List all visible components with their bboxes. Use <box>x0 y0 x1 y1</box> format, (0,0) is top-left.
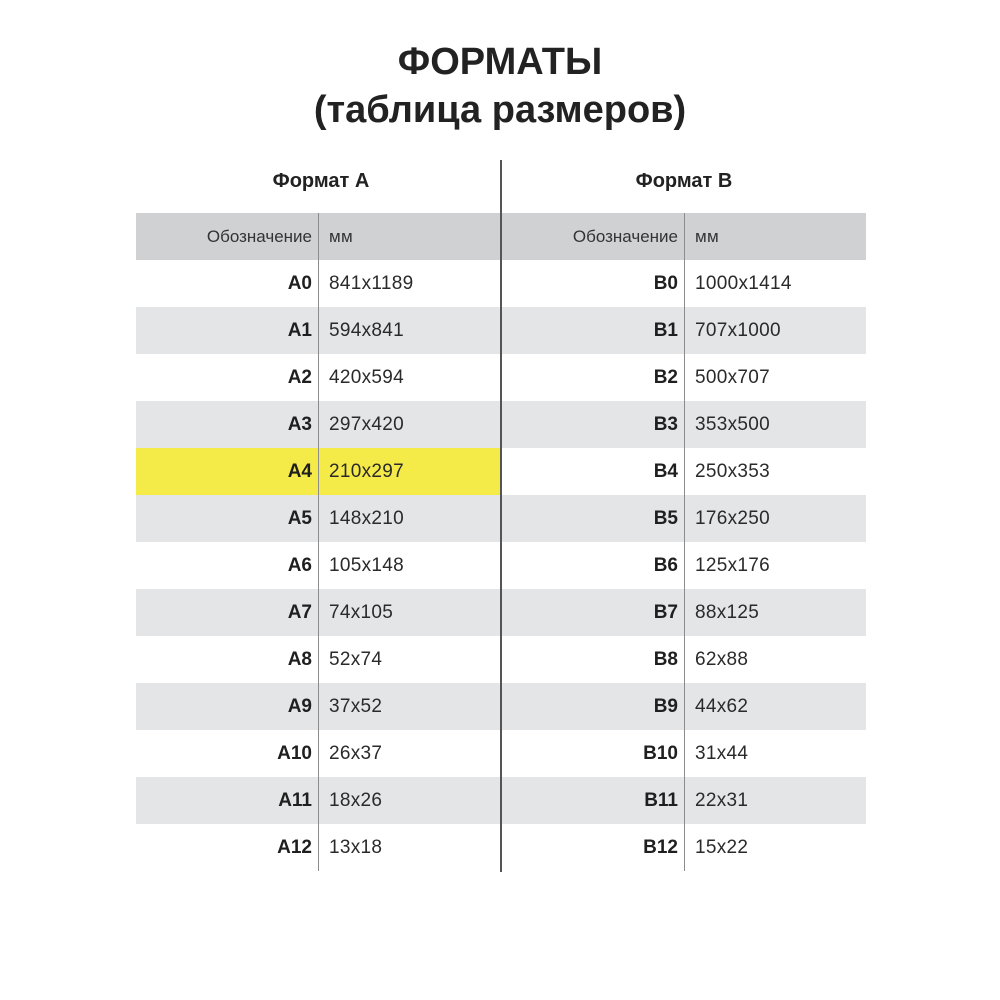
table-row <box>136 636 500 683</box>
format-code: B12 <box>643 837 678 858</box>
format-code: B0 <box>653 273 678 294</box>
cell-separator <box>684 730 685 777</box>
table-row <box>136 777 500 824</box>
format-code: A4 <box>287 461 312 482</box>
format-code: B7 <box>653 602 678 623</box>
format-size-mm: 297x420 <box>329 414 405 435</box>
table-row <box>502 683 866 730</box>
format-code: B9 <box>653 696 678 717</box>
table-row <box>136 354 500 401</box>
table-row <box>502 448 866 495</box>
table-header-row <box>502 213 866 260</box>
cell-separator <box>684 401 685 448</box>
format-size-mm: 210x297 <box>329 461 405 482</box>
cell-separator <box>684 542 685 589</box>
format-a-title: Формат A <box>272 170 370 192</box>
format-size-mm: 37x52 <box>329 696 383 717</box>
table-row <box>136 683 500 730</box>
table-row <box>502 589 866 636</box>
table-row <box>502 401 866 448</box>
format-size-mm: 31x44 <box>695 743 749 764</box>
format-code: B4 <box>653 461 678 482</box>
format-size-mm: 148x210 <box>329 508 405 529</box>
cell-separator <box>318 589 319 636</box>
format-code: A10 <box>277 743 312 764</box>
format-code: A1 <box>287 320 312 341</box>
format-size-mm: 594x841 <box>329 320 405 341</box>
cell-separator <box>318 636 319 683</box>
format-code: A2 <box>287 367 312 388</box>
format-b-title: Формат B <box>635 170 733 192</box>
format-code: B3 <box>653 414 678 435</box>
format-code: B5 <box>653 508 678 529</box>
table-row <box>136 542 500 589</box>
cell-separator <box>684 213 685 260</box>
format-size-mm: 105x148 <box>329 555 405 576</box>
format-size-mm: 18x26 <box>329 790 383 811</box>
format-code: B2 <box>653 367 678 388</box>
format-code: A0 <box>287 273 312 294</box>
format-size-mm: 420x594 <box>329 367 405 388</box>
page-subtitle: (таблица размеров) <box>313 89 687 131</box>
table-row <box>502 495 866 542</box>
cell-separator <box>318 730 319 777</box>
format-code: B8 <box>653 649 678 670</box>
format-code: A12 <box>277 837 312 858</box>
format-size-mm: 125x176 <box>695 555 771 576</box>
table-row <box>136 824 500 871</box>
table-row <box>136 401 500 448</box>
format-code: A6 <box>287 555 312 576</box>
format-code: B10 <box>643 743 678 764</box>
cell-separator <box>318 354 319 401</box>
format-size-mm: 13x18 <box>329 837 383 858</box>
format-size-mm: 841x1189 <box>329 273 414 294</box>
format-size-mm: 176x250 <box>695 508 771 529</box>
format-size-mm: 74x105 <box>329 602 394 623</box>
table-row <box>136 495 500 542</box>
format-code: A7 <box>287 602 312 623</box>
format-code: A11 <box>278 790 312 811</box>
table-row <box>136 589 500 636</box>
format-size-mm: 22x31 <box>695 790 749 811</box>
format-code: B11 <box>644 790 678 811</box>
cell-separator <box>318 213 319 260</box>
format-a-table <box>136 213 500 871</box>
cell-separator <box>318 777 319 824</box>
table-row <box>136 307 500 354</box>
cell-separator <box>318 683 319 730</box>
cell-separator <box>684 448 685 495</box>
format-size-mm: 500x707 <box>695 367 771 388</box>
format-code: A3 <box>287 414 312 435</box>
cell-separator <box>318 307 319 354</box>
format-size-mm: 88x125 <box>695 602 760 623</box>
cell-separator <box>318 401 319 448</box>
table-row <box>502 354 866 401</box>
table-row <box>502 777 866 824</box>
cell-separator <box>318 448 319 495</box>
format-code: B6 <box>653 555 678 576</box>
format-size-mm: 62x88 <box>695 649 749 670</box>
format-code: A9 <box>287 696 312 717</box>
cell-separator <box>684 589 685 636</box>
cell-separator <box>684 683 685 730</box>
header-code: Обозначение <box>572 227 678 246</box>
format-size-mm: 44x62 <box>695 696 749 717</box>
cell-separator <box>318 260 319 307</box>
cell-separator <box>318 495 319 542</box>
table-row <box>502 260 866 307</box>
table-row <box>502 307 866 354</box>
cell-separator <box>684 354 685 401</box>
format-code: A8 <box>287 649 312 670</box>
table-row <box>502 824 866 871</box>
header-mm: мм <box>329 227 353 246</box>
cell-separator <box>684 824 685 871</box>
table-row <box>136 730 500 777</box>
format-code: B1 <box>653 320 678 341</box>
format-size-mm: 250x353 <box>695 461 771 482</box>
header-code: Обозначение <box>206 227 312 246</box>
format-size-mm: 707x1000 <box>695 320 781 341</box>
cell-separator <box>684 636 685 683</box>
table-row <box>502 730 866 777</box>
format-size-mm: 52x74 <box>329 649 383 670</box>
table-row <box>136 448 500 495</box>
table-header-row <box>136 213 500 260</box>
cell-separator <box>684 307 685 354</box>
format-code: A5 <box>287 508 312 529</box>
cell-separator <box>684 495 685 542</box>
cell-separator <box>318 824 319 871</box>
format-b-table <box>502 213 866 871</box>
table-row <box>502 636 866 683</box>
page-title: ФОРМАТЫ <box>397 41 603 83</box>
format-size-mm: 15x22 <box>695 837 749 858</box>
cell-separator <box>684 777 685 824</box>
cell-separator <box>318 542 319 589</box>
table-row <box>136 260 500 307</box>
format-size-mm: 353x500 <box>695 414 771 435</box>
format-size-mm: 1000x1414 <box>695 273 792 294</box>
cell-separator <box>684 260 685 307</box>
header-mm: мм <box>695 227 719 246</box>
table-row <box>502 542 866 589</box>
format-size-mm: 26x37 <box>329 743 383 764</box>
